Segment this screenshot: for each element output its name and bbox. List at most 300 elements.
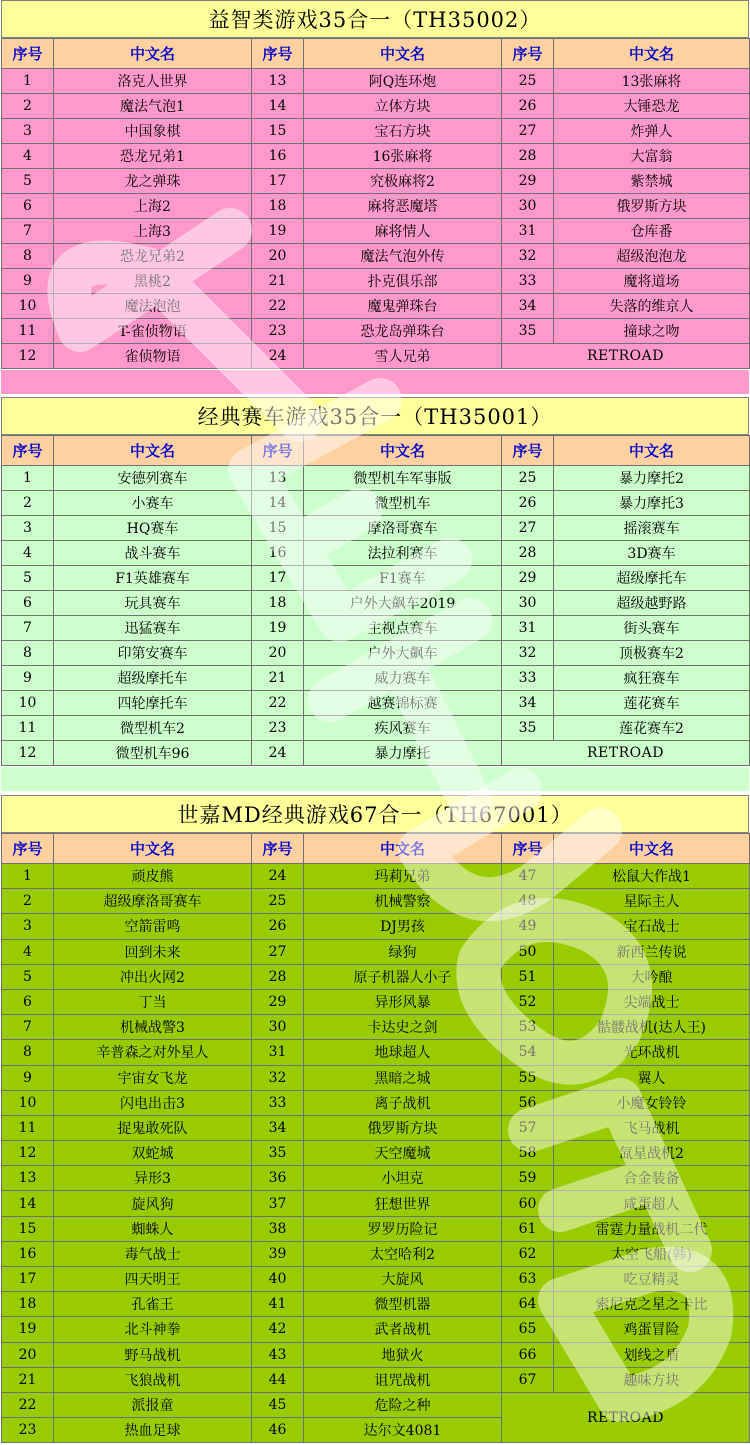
game-name: 越赛锦标赛 xyxy=(304,691,502,716)
game-name: 失落的维京人 xyxy=(554,294,750,319)
game-number: 15 xyxy=(252,516,304,541)
header-number: 序号 xyxy=(252,39,304,69)
game-number: 14 xyxy=(2,1191,54,1216)
game-name: 微型机车军事版 xyxy=(304,466,502,491)
game-number: 3 xyxy=(2,914,54,939)
game-number: 4 xyxy=(2,541,54,566)
header-number: 序号 xyxy=(502,834,554,864)
table-row xyxy=(2,1216,750,1241)
game-number: 19 xyxy=(252,219,304,244)
header-row xyxy=(2,39,750,69)
game-number: 3 xyxy=(2,516,54,541)
table-row xyxy=(2,716,750,741)
game-number: 24 xyxy=(252,864,304,889)
game-number: 15 xyxy=(252,119,304,144)
game-number: 26 xyxy=(252,914,304,939)
game-number: 9 xyxy=(2,666,54,691)
game-number: 6 xyxy=(2,591,54,616)
game-name: 冲出火网2 xyxy=(54,964,252,989)
game-name: 俄罗斯方块 xyxy=(554,194,750,219)
game-name: 四轮摩托车 xyxy=(54,691,252,716)
game-name: 黑桃2 xyxy=(54,269,252,294)
game-name: 地狱火 xyxy=(304,1342,502,1367)
game-number: 65 xyxy=(502,1317,554,1342)
game-name: 大富翁 xyxy=(554,144,750,169)
game-name: 魔法气泡1 xyxy=(54,94,252,119)
game-name: 莲花赛车2 xyxy=(554,716,750,741)
table-row xyxy=(2,244,750,269)
game-name: 黑暗之城 xyxy=(304,1065,502,1090)
game-number: 61 xyxy=(502,1216,554,1241)
game-name: 魔将道场 xyxy=(554,269,750,294)
game-number: 13 xyxy=(2,1166,54,1191)
game-name: 16张麻将 xyxy=(304,144,502,169)
game-number: 57 xyxy=(502,1115,554,1140)
game-number: 17 xyxy=(252,169,304,194)
game-number: 20 xyxy=(252,244,304,269)
game-number: 4 xyxy=(2,939,54,964)
game-number: 33 xyxy=(502,666,554,691)
game-name: 微型机器 xyxy=(304,1292,502,1317)
game-number: 11 xyxy=(2,716,54,741)
game-name: 氙星战机2 xyxy=(554,1141,750,1166)
game-name: 3D赛车 xyxy=(554,541,750,566)
game-name: 危险之种 xyxy=(304,1392,502,1417)
table-row xyxy=(2,741,750,766)
game-name: 上海3 xyxy=(54,219,252,244)
game-number: 27 xyxy=(502,516,554,541)
table-row xyxy=(2,1141,750,1166)
game-name: 松鼠大作战1 xyxy=(554,864,750,889)
game-number: 14 xyxy=(252,94,304,119)
game-number: 16 xyxy=(252,144,304,169)
game-name: 闪电出击3 xyxy=(54,1090,252,1115)
game-number: 11 xyxy=(2,319,54,344)
game-number: 6 xyxy=(2,989,54,1014)
game-number: 55 xyxy=(502,1065,554,1090)
game-number: 33 xyxy=(502,269,554,294)
table-row xyxy=(2,319,750,344)
game-name: 暴力摩托2 xyxy=(554,466,750,491)
game-number: 2 xyxy=(2,491,54,516)
game-number: 35 xyxy=(502,716,554,741)
game-number: 34 xyxy=(252,1115,304,1140)
game-name: 迅猛赛车 xyxy=(54,616,252,641)
game-number: 8 xyxy=(2,244,54,269)
game-name: 空箭雷鸣 xyxy=(54,914,252,939)
table-row xyxy=(2,1367,750,1392)
game-number: 62 xyxy=(502,1241,554,1266)
game-name: 绿狗 xyxy=(304,939,502,964)
game-number: 6 xyxy=(2,194,54,219)
game-number: 28 xyxy=(252,964,304,989)
header-name: 中文名 xyxy=(554,436,750,466)
retroad-label: RETROAD xyxy=(502,1392,750,1442)
game-number: 41 xyxy=(252,1292,304,1317)
section-title: 世嘉MD经典游戏67合一（TH67001） xyxy=(1,795,749,833)
game-number: 31 xyxy=(252,1040,304,1065)
game-number: 34 xyxy=(502,691,554,716)
game-name: 炸弹人 xyxy=(554,119,750,144)
table-row xyxy=(2,566,750,591)
game-number: 25 xyxy=(502,69,554,94)
game-name: 光环战机 xyxy=(554,1040,750,1065)
game-name: 户外大飙车2019 xyxy=(304,591,502,616)
header-name: 中文名 xyxy=(304,834,502,864)
game-number: 39 xyxy=(252,1241,304,1266)
game-name: 原子机器人小子 xyxy=(304,964,502,989)
game-name: 派报童 xyxy=(54,1392,252,1417)
table-row xyxy=(2,491,750,516)
game-number: 31 xyxy=(502,219,554,244)
game-name: 立体方块 xyxy=(304,94,502,119)
game-name: 威力赛车 xyxy=(304,666,502,691)
game-name: F1英雄赛车 xyxy=(54,566,252,591)
game-number: 21 xyxy=(252,269,304,294)
game-name: 卡达史之剑 xyxy=(304,1015,502,1040)
game-name: T-雀侦物语 xyxy=(54,319,252,344)
table-row xyxy=(2,1317,750,1342)
game-number: 30 xyxy=(502,194,554,219)
game-number: 16 xyxy=(2,1241,54,1266)
game-number: 27 xyxy=(502,119,554,144)
game-name: 战斗赛车 xyxy=(54,541,252,566)
table-row xyxy=(2,269,750,294)
header-number: 序号 xyxy=(2,834,54,864)
game-name: 大锤恐龙 xyxy=(554,94,750,119)
game-number: 13 xyxy=(252,466,304,491)
game-name: 超级摩托车 xyxy=(554,566,750,591)
game-number: 7 xyxy=(2,1015,54,1040)
game-number: 22 xyxy=(252,691,304,716)
game-number: 10 xyxy=(2,294,54,319)
game-name: 四天明王 xyxy=(54,1267,252,1292)
game-name: 异形风暴 xyxy=(304,989,502,1014)
game-name: 微型机车 xyxy=(304,491,502,516)
game-name: 太空哈利2 xyxy=(304,1241,502,1266)
game-name: 麻将情人 xyxy=(304,219,502,244)
table-row xyxy=(2,889,750,914)
game-number: 12 xyxy=(2,344,54,369)
table-row xyxy=(2,144,750,169)
game-number: 29 xyxy=(502,169,554,194)
table-row xyxy=(2,1065,750,1090)
game-name: 仓库番 xyxy=(554,219,750,244)
table-row xyxy=(2,94,750,119)
game-name: 诅咒战机 xyxy=(304,1367,502,1392)
header-name: 中文名 xyxy=(554,39,750,69)
header-name: 中文名 xyxy=(54,39,252,69)
game-number: 2 xyxy=(2,94,54,119)
game-number: 52 xyxy=(502,989,554,1014)
game-number: 43 xyxy=(252,1342,304,1367)
game-number: 25 xyxy=(502,466,554,491)
game-name: 大旋风 xyxy=(304,1267,502,1292)
game-number: 60 xyxy=(502,1191,554,1216)
game-name: 俄罗斯方块 xyxy=(304,1115,502,1140)
table-row xyxy=(2,294,750,319)
game-number: 7 xyxy=(2,616,54,641)
game-name: 恐龙兄弟1 xyxy=(54,144,252,169)
game-name: 超级摩洛哥赛车 xyxy=(54,889,252,914)
game-number: 29 xyxy=(502,566,554,591)
table-row xyxy=(2,169,750,194)
game-number: 48 xyxy=(502,889,554,914)
table-row xyxy=(2,989,750,1014)
game-name: 中国象棋 xyxy=(54,119,252,144)
game-name: 暴力摩托3 xyxy=(554,491,750,516)
game-number: 15 xyxy=(2,1216,54,1241)
game-name: 撞球之吻 xyxy=(554,319,750,344)
game-number: 36 xyxy=(252,1166,304,1191)
game-name: 飞狼战机 xyxy=(54,1367,252,1392)
game-name: 小赛车 xyxy=(54,491,252,516)
game-number: 12 xyxy=(2,741,54,766)
game-number: 27 xyxy=(252,939,304,964)
game-number: 54 xyxy=(502,1040,554,1065)
game-number: 58 xyxy=(502,1141,554,1166)
header-number: 序号 xyxy=(2,436,54,466)
game-table xyxy=(1,833,750,1443)
game-number: 35 xyxy=(252,1141,304,1166)
game-name: 太空飞船(韩) xyxy=(554,1241,750,1266)
game-name: 机械战警3 xyxy=(54,1015,252,1040)
game-number: 12 xyxy=(2,1141,54,1166)
table-row xyxy=(2,591,750,616)
game-number: 23 xyxy=(252,716,304,741)
game-name: 机械警察 xyxy=(304,889,502,914)
game-name: 法拉利赛车 xyxy=(304,541,502,566)
game-number: 63 xyxy=(502,1267,554,1292)
game-name: 旋风狗 xyxy=(54,1191,252,1216)
section-title: 益智类游戏35合一（TH35002） xyxy=(1,0,749,38)
table-row xyxy=(2,964,750,989)
game-name: 雀侦物语 xyxy=(54,344,252,369)
game-number: 51 xyxy=(502,964,554,989)
game-number: 4 xyxy=(2,144,54,169)
game-number: 5 xyxy=(2,566,54,591)
game-number: 19 xyxy=(2,1317,54,1342)
game-name: 飞马战机 xyxy=(554,1115,750,1140)
game-name: 户外大飙车 xyxy=(304,641,502,666)
header-number: 序号 xyxy=(502,39,554,69)
game-name: 雪人兄弟 xyxy=(304,344,502,369)
game-name: 顽皮熊 xyxy=(54,864,252,889)
game-name: 尖端战士 xyxy=(554,989,750,1014)
game-number: 35 xyxy=(502,319,554,344)
game-name: 摩洛哥赛车 xyxy=(304,516,502,541)
game-table xyxy=(1,435,750,766)
game-name: 龙之弹珠 xyxy=(54,169,252,194)
game-name: 魔法泡泡 xyxy=(54,294,252,319)
table-row xyxy=(2,344,750,369)
game-name: 上海2 xyxy=(54,194,252,219)
game-number: 18 xyxy=(2,1292,54,1317)
game-number: 45 xyxy=(252,1392,304,1417)
header-name: 中文名 xyxy=(554,834,750,864)
game-name: 罗罗历险记 xyxy=(304,1216,502,1241)
table-row xyxy=(2,1292,750,1317)
game-number: 49 xyxy=(502,914,554,939)
table-row xyxy=(2,939,750,964)
table-row xyxy=(2,194,750,219)
game-number: 20 xyxy=(252,641,304,666)
game-name: 安德列赛车 xyxy=(54,466,252,491)
game-number: 67 xyxy=(502,1367,554,1392)
game-number: 1 xyxy=(2,69,54,94)
game-name: 新西兰传说 xyxy=(554,939,750,964)
game-number: 1 xyxy=(2,466,54,491)
game-number: 53 xyxy=(502,1015,554,1040)
header-name: 中文名 xyxy=(54,436,252,466)
game-name: 究极麻将2 xyxy=(304,169,502,194)
game-number: 18 xyxy=(252,591,304,616)
game-name: 捉鬼敢死队 xyxy=(54,1115,252,1140)
game-name: 索尼克之星之卡比 xyxy=(554,1292,750,1317)
game-number: 16 xyxy=(252,541,304,566)
game-name: 麻将恶魔塔 xyxy=(304,194,502,219)
game-name: 阿Q连环炮 xyxy=(304,69,502,94)
table-row xyxy=(2,641,750,666)
game-name: F1赛车 xyxy=(304,566,502,591)
game-name: 超级摩托车 xyxy=(54,666,252,691)
game-name: 合金装备 xyxy=(554,1166,750,1191)
game-number: 7 xyxy=(2,219,54,244)
game-name: 北斗神拳 xyxy=(54,1317,252,1342)
table-row xyxy=(2,691,750,716)
game-name: 洛克人世界 xyxy=(54,69,252,94)
game-number: 32 xyxy=(502,641,554,666)
game-number: 26 xyxy=(502,94,554,119)
game-name: 暴力摩托 xyxy=(304,741,502,766)
game-number: 20 xyxy=(2,1342,54,1367)
game-number: 37 xyxy=(252,1191,304,1216)
table-row xyxy=(2,666,750,691)
game-name: 野马战机 xyxy=(54,1342,252,1367)
game-name: 翼人 xyxy=(554,1065,750,1090)
game-name: 顶极赛车2 xyxy=(554,641,750,666)
header-row xyxy=(2,834,750,864)
header-row xyxy=(2,436,750,466)
game-name: 恐龙兄弟2 xyxy=(54,244,252,269)
game-number: 19 xyxy=(252,616,304,641)
table-row xyxy=(2,541,750,566)
header-name: 中文名 xyxy=(304,436,502,466)
game-name: 星际主人 xyxy=(554,889,750,914)
game-name: 地球超人 xyxy=(304,1040,502,1065)
game-name: 热血足球 xyxy=(54,1418,252,1443)
table-row xyxy=(2,1015,750,1040)
game-number: 47 xyxy=(502,864,554,889)
game-name: 趣味方块 xyxy=(554,1367,750,1392)
game-number: 50 xyxy=(502,939,554,964)
game-name: 街头赛车 xyxy=(554,616,750,641)
game-name: 雷霆力量战机二代 xyxy=(554,1216,750,1241)
table-row xyxy=(2,219,750,244)
game-name: 骷髅战机(达人王) xyxy=(554,1015,750,1040)
game-name: 疯狂赛车 xyxy=(554,666,750,691)
game-number: 24 xyxy=(252,741,304,766)
game-name: 超级泡泡龙 xyxy=(554,244,750,269)
game-name: 小坦克 xyxy=(304,1166,502,1191)
game-number: 30 xyxy=(252,1015,304,1040)
game-number: 64 xyxy=(502,1292,554,1317)
game-number: 21 xyxy=(2,1367,54,1392)
game-name: 宝石战士 xyxy=(554,914,750,939)
game-name: 吃豆精灵 xyxy=(554,1267,750,1292)
game-number: 8 xyxy=(2,641,54,666)
game-number: 42 xyxy=(252,1317,304,1342)
game-number: 10 xyxy=(2,1090,54,1115)
game-name: 孔雀王 xyxy=(54,1292,252,1317)
game-table xyxy=(1,38,750,369)
game-number: 29 xyxy=(252,989,304,1014)
game-number: 40 xyxy=(252,1267,304,1292)
game-name: 印第安赛车 xyxy=(54,641,252,666)
table-row xyxy=(2,1241,750,1266)
game-name: 主视点赛车 xyxy=(304,616,502,641)
game-name: 扑克俱乐部 xyxy=(304,269,502,294)
game-number: 25 xyxy=(252,889,304,914)
game-number: 3 xyxy=(2,119,54,144)
game-number: 22 xyxy=(252,294,304,319)
game-name: 超级越野路 xyxy=(554,591,750,616)
game-number: 17 xyxy=(252,566,304,591)
game-number: 10 xyxy=(2,691,54,716)
game-number: 2 xyxy=(2,889,54,914)
game-name: DJ男孩 xyxy=(304,914,502,939)
game-name: 大吟酿 xyxy=(554,964,750,989)
game-number: 8 xyxy=(2,1040,54,1065)
game-number: 1 xyxy=(2,864,54,889)
game-name: 微型机车96 xyxy=(54,741,252,766)
game-name: 天空魔城 xyxy=(304,1141,502,1166)
game-number: 24 xyxy=(252,344,304,369)
table-row xyxy=(2,69,750,94)
game-name: 玛莉兄弟 xyxy=(304,864,502,889)
game-number: 44 xyxy=(252,1367,304,1392)
game-number: 23 xyxy=(252,319,304,344)
game-name: 鸡蛋冒险 xyxy=(554,1317,750,1342)
game-name: 达尔文4081 xyxy=(304,1418,502,1443)
header-number: 序号 xyxy=(502,436,554,466)
game-name: 异形3 xyxy=(54,1166,252,1191)
game-name: 划线之盾 xyxy=(554,1342,750,1367)
game-number: 22 xyxy=(2,1392,54,1417)
game-name: 微型机车2 xyxy=(54,716,252,741)
section-footer-band xyxy=(1,370,749,394)
table-row xyxy=(2,616,750,641)
header-number: 序号 xyxy=(2,39,54,69)
game-name: 莲花赛车 xyxy=(554,691,750,716)
header-number: 序号 xyxy=(252,834,304,864)
game-number: 56 xyxy=(502,1090,554,1115)
game-name: 魔鬼弹珠台 xyxy=(304,294,502,319)
game-name: 毒气战士 xyxy=(54,1241,252,1266)
game-name: 咸蛋超人 xyxy=(554,1191,750,1216)
table-row xyxy=(2,1191,750,1216)
game-name: 宝石方块 xyxy=(304,119,502,144)
game-number: 28 xyxy=(502,541,554,566)
game-name: 紫禁城 xyxy=(554,169,750,194)
game-name: 武者战机 xyxy=(304,1317,502,1342)
section-footer-band xyxy=(1,767,749,791)
game-name: 蜘蛛人 xyxy=(54,1216,252,1241)
game-name: 辛普森之对外星人 xyxy=(54,1040,252,1065)
game-number: 30 xyxy=(502,591,554,616)
game-number: 17 xyxy=(2,1267,54,1292)
game-name: 13张麻将 xyxy=(554,69,750,94)
